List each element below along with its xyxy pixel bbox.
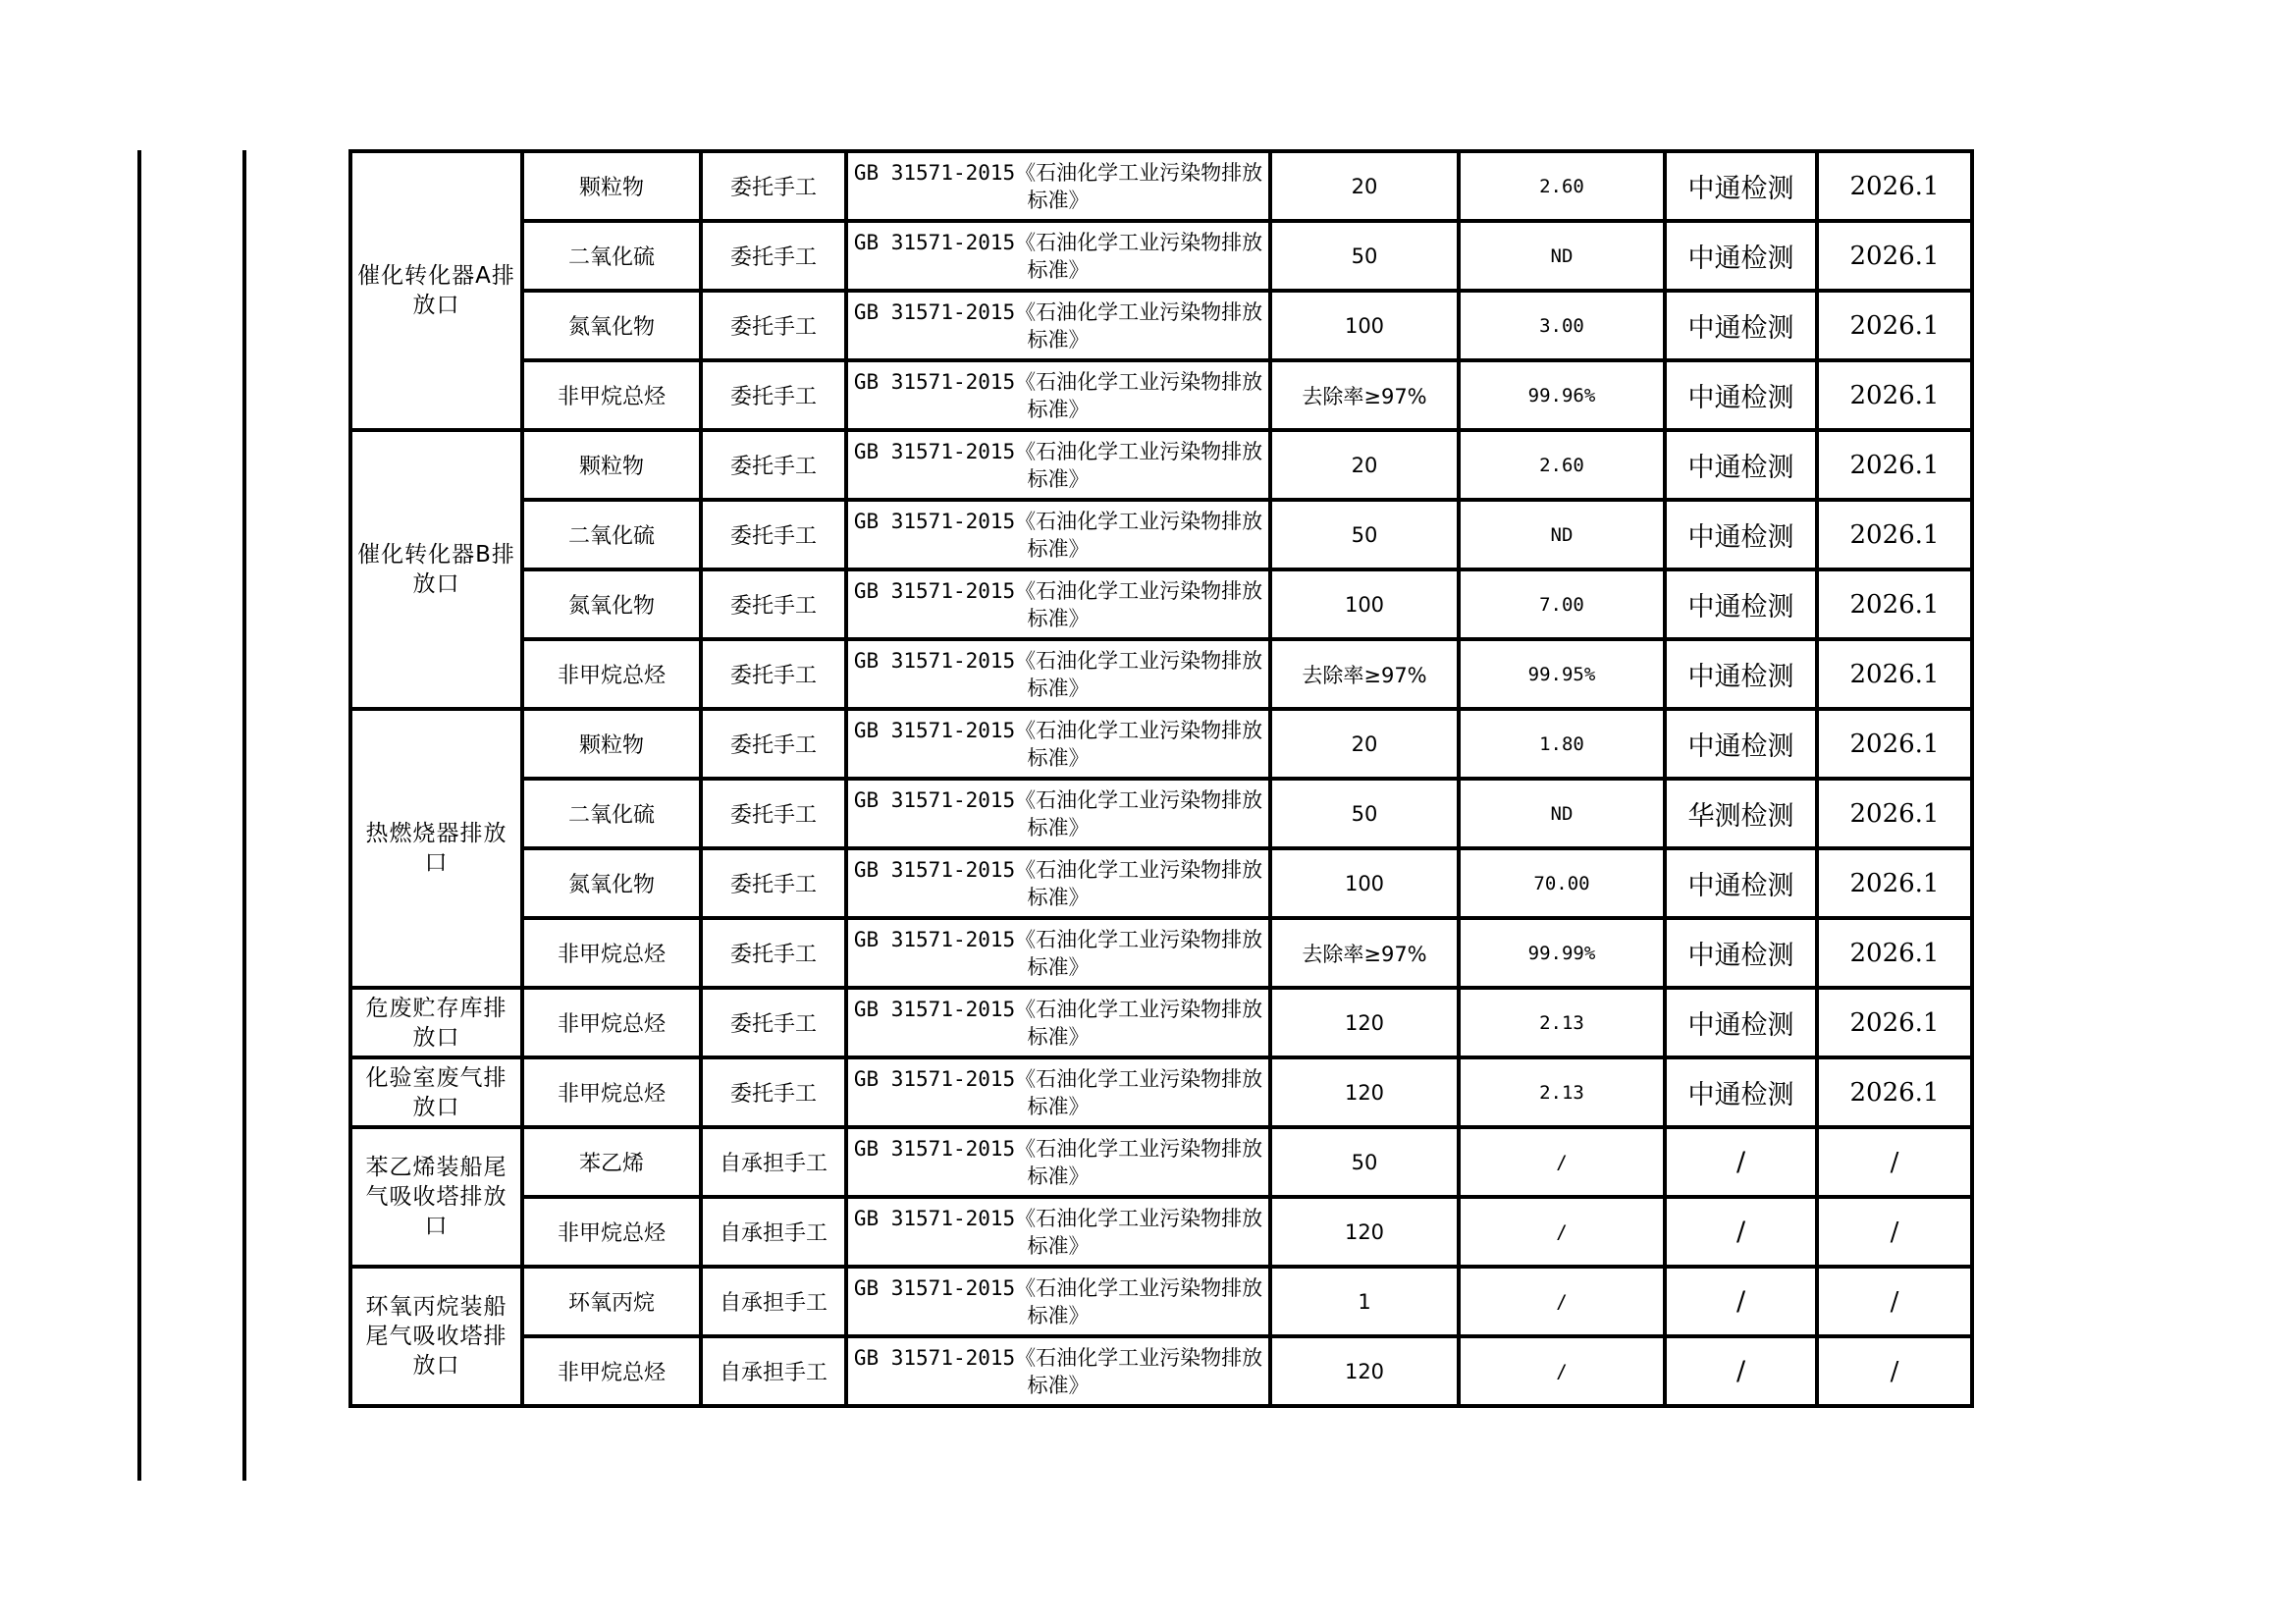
- method-cell: 委托手工: [701, 221, 846, 291]
- monitoring-table: [348, 149, 1974, 1408]
- limit-cell: 1: [1270, 1267, 1459, 1336]
- pollutant-cell: 非甲烷总烃: [522, 988, 701, 1057]
- result-cell: /: [1459, 1267, 1665, 1336]
- standard-cell: GB 31571-2015《石油化学工业污染物排放标准》: [846, 1197, 1270, 1267]
- due-date-cell: 2026.1: [1817, 500, 1972, 569]
- method-cell: 委托手工: [701, 848, 846, 918]
- pollutant-cell: 颗粒物: [522, 709, 701, 779]
- due-date-cell: 2026.1: [1817, 291, 1972, 360]
- table-body: [350, 151, 1972, 1406]
- due-date-cell: 2026.1: [1817, 151, 1972, 221]
- table-row: [350, 709, 1972, 779]
- standard-cell: GB 31571-2015《石油化学工业污染物排放标准》: [846, 1057, 1270, 1127]
- agency-cell: /: [1665, 1267, 1817, 1336]
- standard-cell: GB 31571-2015《石油化学工业污染物排放标准》: [846, 918, 1270, 988]
- result-cell: 99.99%: [1459, 918, 1665, 988]
- outlet-cell: 苯乙烯装船尾气吸收塔排放口: [350, 1127, 522, 1267]
- limit-cell: 100: [1270, 569, 1459, 639]
- result-cell: 2.60: [1459, 430, 1665, 500]
- pollutant-cell: 非甲烷总烃: [522, 918, 701, 988]
- due-date-cell: 2026.1: [1817, 221, 1972, 291]
- result-cell: /: [1459, 1336, 1665, 1406]
- limit-cell: 去除率≥97%: [1270, 918, 1459, 988]
- method-cell: 委托手工: [701, 988, 846, 1057]
- pollutant-cell: 颗粒物: [522, 151, 701, 221]
- table-row: [350, 1336, 1972, 1406]
- method-cell: 自承担手工: [701, 1267, 846, 1336]
- table-row: [350, 918, 1972, 988]
- limit-cell: 120: [1270, 1057, 1459, 1127]
- table-row: [350, 569, 1972, 639]
- due-date-cell: 2026.1: [1817, 918, 1972, 988]
- limit-cell: 100: [1270, 291, 1459, 360]
- left-margin-rule: [242, 150, 246, 1481]
- limit-cell: 50: [1270, 779, 1459, 848]
- pollutant-cell: 氮氧化物: [522, 291, 701, 360]
- due-date-cell: 2026.1: [1817, 848, 1972, 918]
- agency-cell: 中通检测: [1665, 918, 1817, 988]
- method-cell: 委托手工: [701, 709, 846, 779]
- due-date-cell: 2026.1: [1817, 988, 1972, 1057]
- result-cell: ND: [1459, 500, 1665, 569]
- outlet-cell: 催化转化器A排放口: [350, 151, 522, 430]
- agency-cell: 中通检测: [1665, 988, 1817, 1057]
- due-date-cell: 2026.1: [1817, 639, 1972, 709]
- agency-cell: 中通检测: [1665, 569, 1817, 639]
- limit-cell: 20: [1270, 709, 1459, 779]
- result-cell: 2.60: [1459, 151, 1665, 221]
- limit-cell: 120: [1270, 988, 1459, 1057]
- pollutant-cell: 非甲烷总烃: [522, 1336, 701, 1406]
- due-date-cell: 2026.1: [1817, 779, 1972, 848]
- agency-cell: 中通检测: [1665, 709, 1817, 779]
- due-date-cell: /: [1817, 1197, 1972, 1267]
- outlet-cell: 热燃烧器排放口: [350, 709, 522, 988]
- table-row: [350, 988, 1972, 1057]
- standard-cell: GB 31571-2015《石油化学工业污染物排放标准》: [846, 430, 1270, 500]
- table-row: [350, 1127, 1972, 1197]
- agency-cell: 中通检测: [1665, 221, 1817, 291]
- due-date-cell: /: [1817, 1267, 1972, 1336]
- result-cell: 70.00: [1459, 848, 1665, 918]
- result-cell: 1.80: [1459, 709, 1665, 779]
- result-cell: 2.13: [1459, 988, 1665, 1057]
- standard-cell: GB 31571-2015《石油化学工业污染物排放标准》: [846, 639, 1270, 709]
- pollutant-cell: 非甲烷总烃: [522, 639, 701, 709]
- method-cell: 委托手工: [701, 1057, 846, 1127]
- limit-cell: 去除率≥97%: [1270, 360, 1459, 430]
- agency-cell: 中通检测: [1665, 500, 1817, 569]
- table-row: [350, 360, 1972, 430]
- pollutant-cell: 二氧化硫: [522, 221, 701, 291]
- method-cell: 自承担手工: [701, 1336, 846, 1406]
- pollutant-cell: 氮氧化物: [522, 569, 701, 639]
- table-row: [350, 291, 1972, 360]
- method-cell: 委托手工: [701, 291, 846, 360]
- due-date-cell: /: [1817, 1336, 1972, 1406]
- pollutant-cell: 二氧化硫: [522, 779, 701, 848]
- due-date-cell: 2026.1: [1817, 569, 1972, 639]
- method-cell: 委托手工: [701, 779, 846, 848]
- result-cell: 2.13: [1459, 1057, 1665, 1127]
- standard-cell: GB 31571-2015《石油化学工业污染物排放标准》: [846, 709, 1270, 779]
- agency-cell: 中通检测: [1665, 430, 1817, 500]
- agency-cell: /: [1665, 1197, 1817, 1267]
- agency-cell: 中通检测: [1665, 1057, 1817, 1127]
- method-cell: 委托手工: [701, 918, 846, 988]
- left-margin-rule: [137, 150, 141, 1481]
- outlet-cell: 危废贮存库排放口: [350, 988, 522, 1057]
- method-cell: 委托手工: [701, 569, 846, 639]
- result-cell: 99.96%: [1459, 360, 1665, 430]
- standard-cell: GB 31571-2015《石油化学工业污染物排放标准》: [846, 360, 1270, 430]
- standard-cell: GB 31571-2015《石油化学工业污染物排放标准》: [846, 151, 1270, 221]
- result-cell: 7.00: [1459, 569, 1665, 639]
- limit-cell: 20: [1270, 151, 1459, 221]
- agency-cell: 中通检测: [1665, 848, 1817, 918]
- result-cell: /: [1459, 1197, 1665, 1267]
- method-cell: 自承担手工: [701, 1127, 846, 1197]
- pollutant-cell: 非甲烷总烃: [522, 360, 701, 430]
- standard-cell: GB 31571-2015《石油化学工业污染物排放标准》: [846, 569, 1270, 639]
- standard-cell: GB 31571-2015《石油化学工业污染物排放标准》: [846, 779, 1270, 848]
- table-row: [350, 1197, 1972, 1267]
- method-cell: 委托手工: [701, 151, 846, 221]
- limit-cell: 50: [1270, 221, 1459, 291]
- due-date-cell: 2026.1: [1817, 1057, 1972, 1127]
- pollutant-cell: 二氧化硫: [522, 500, 701, 569]
- table-row: [350, 1267, 1972, 1336]
- method-cell: 自承担手工: [701, 1197, 846, 1267]
- standard-cell: GB 31571-2015《石油化学工业污染物排放标准》: [846, 500, 1270, 569]
- result-cell: ND: [1459, 779, 1665, 848]
- standard-cell: GB 31571-2015《石油化学工业污染物排放标准》: [846, 221, 1270, 291]
- agency-cell: 中通检测: [1665, 291, 1817, 360]
- limit-cell: 去除率≥97%: [1270, 639, 1459, 709]
- method-cell: 委托手工: [701, 360, 846, 430]
- due-date-cell: /: [1817, 1127, 1972, 1197]
- result-cell: /: [1459, 1127, 1665, 1197]
- table-row: [350, 500, 1972, 569]
- standard-cell: GB 31571-2015《石油化学工业污染物排放标准》: [846, 1336, 1270, 1406]
- result-cell: 3.00: [1459, 291, 1665, 360]
- pollutant-cell: 非甲烷总烃: [522, 1057, 701, 1127]
- limit-cell: 100: [1270, 848, 1459, 918]
- table-row: [350, 430, 1972, 500]
- agency-cell: 中通检测: [1665, 151, 1817, 221]
- limit-cell: 50: [1270, 500, 1459, 569]
- pollutant-cell: 环氧丙烷: [522, 1267, 701, 1336]
- agency-cell: 中通检测: [1665, 639, 1817, 709]
- standard-cell: GB 31571-2015《石油化学工业污染物排放标准》: [846, 988, 1270, 1057]
- due-date-cell: 2026.1: [1817, 430, 1972, 500]
- limit-cell: 120: [1270, 1197, 1459, 1267]
- pollutant-cell: 非甲烷总烃: [522, 1197, 701, 1267]
- limit-cell: 50: [1270, 1127, 1459, 1197]
- agency-cell: /: [1665, 1336, 1817, 1406]
- table-row: [350, 848, 1972, 918]
- table-row: [350, 151, 1972, 221]
- table-row: [350, 1057, 1972, 1127]
- standard-cell: GB 31571-2015《石油化学工业污染物排放标准》: [846, 848, 1270, 918]
- agency-cell: /: [1665, 1127, 1817, 1197]
- method-cell: 委托手工: [701, 639, 846, 709]
- pollutant-cell: 氮氧化物: [522, 848, 701, 918]
- agency-cell: 华测检测: [1665, 779, 1817, 848]
- table-row: [350, 639, 1972, 709]
- standard-cell: GB 31571-2015《石油化学工业污染物排放标准》: [846, 1127, 1270, 1197]
- due-date-cell: 2026.1: [1817, 709, 1972, 779]
- agency-cell: 中通检测: [1665, 360, 1817, 430]
- standard-cell: GB 31571-2015《石油化学工业污染物排放标准》: [846, 1267, 1270, 1336]
- method-cell: 委托手工: [701, 500, 846, 569]
- standard-cell: GB 31571-2015《石油化学工业污染物排放标准》: [846, 291, 1270, 360]
- pollutant-cell: 颗粒物: [522, 430, 701, 500]
- limit-cell: 20: [1270, 430, 1459, 500]
- pollutant-cell: 苯乙烯: [522, 1127, 701, 1197]
- due-date-cell: 2026.1: [1817, 360, 1972, 430]
- limit-cell: 120: [1270, 1336, 1459, 1406]
- result-cell: ND: [1459, 221, 1665, 291]
- outlet-cell: 催化转化器B排放口: [350, 430, 522, 709]
- method-cell: 委托手工: [701, 430, 846, 500]
- table-row: [350, 779, 1972, 848]
- result-cell: 99.95%: [1459, 639, 1665, 709]
- outlet-cell: 化验室废气排放口: [350, 1057, 522, 1127]
- outlet-cell: 环氧丙烷装船尾气吸收塔排放口: [350, 1267, 522, 1406]
- table-row: [350, 221, 1972, 291]
